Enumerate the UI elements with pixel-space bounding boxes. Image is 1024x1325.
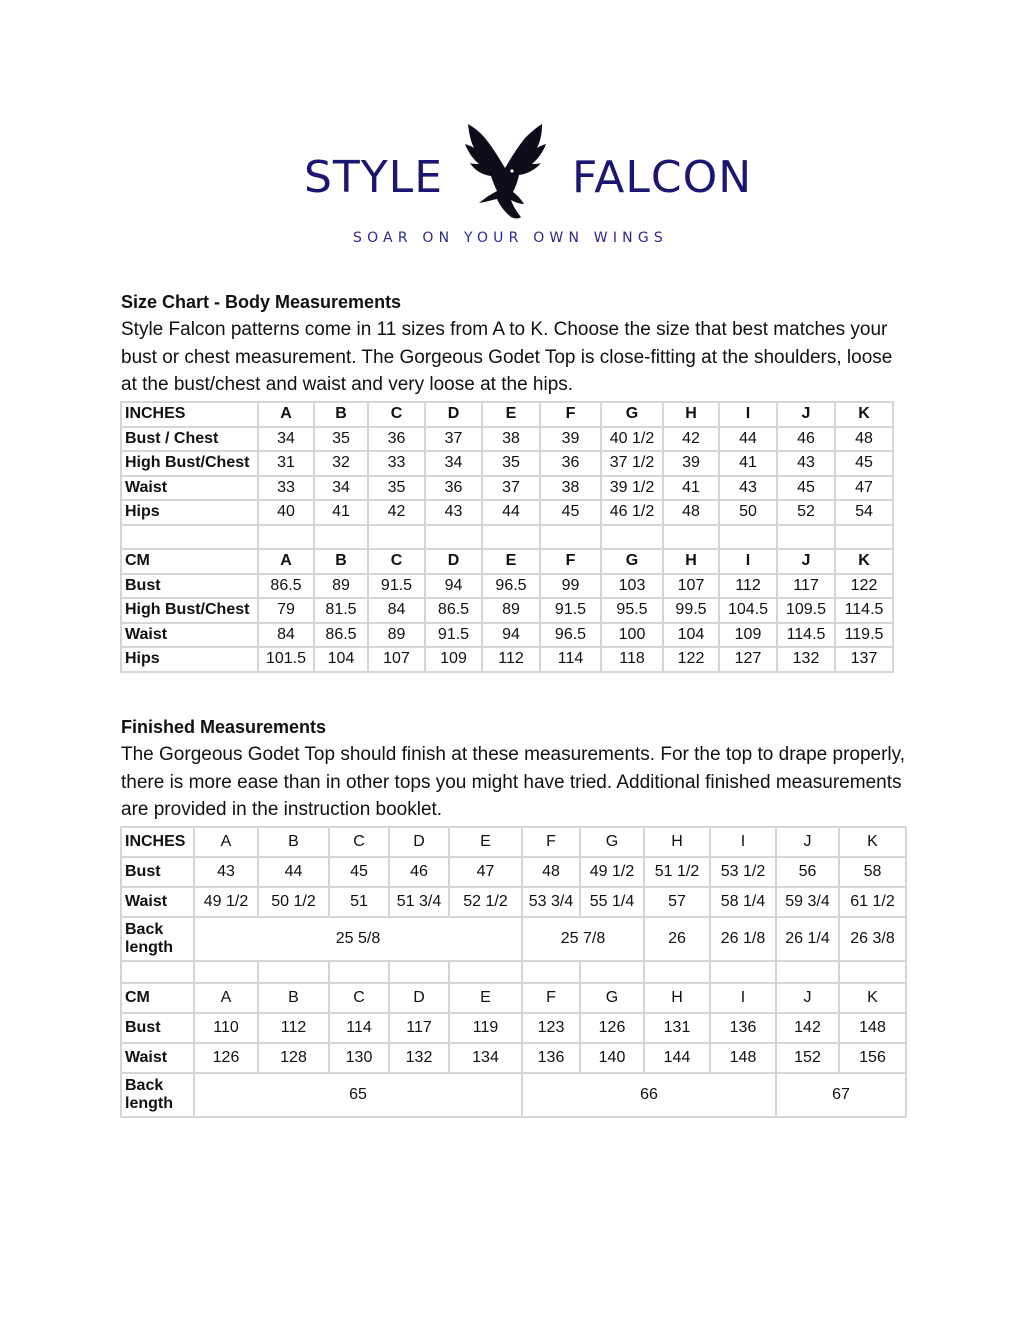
- table-cell: 43: [777, 451, 835, 476]
- table-cell: 36: [425, 476, 482, 501]
- table-cell: 40 1/2: [601, 427, 663, 452]
- empty-cell: [449, 961, 522, 983]
- table-cell: 79: [258, 598, 314, 623]
- falcon-icon: [455, 124, 555, 222]
- table-cell: 40: [258, 500, 314, 525]
- table-cell: 112: [258, 1013, 329, 1043]
- table-cell: 117: [389, 1013, 449, 1043]
- size-header: J: [777, 549, 835, 574]
- table-header-cell: CM: [121, 983, 194, 1013]
- body-measurements-title: Size Chart - Body Measurements: [121, 292, 402, 312]
- table-cell: 142: [776, 1013, 839, 1043]
- table-cell: 140: [580, 1043, 644, 1073]
- empty-cell: [710, 961, 776, 983]
- size-header: J: [776, 983, 839, 1013]
- table-cell: 156: [839, 1043, 906, 1073]
- empty-cell: [580, 961, 644, 983]
- table-cell: 34: [425, 451, 482, 476]
- size-header: C: [329, 827, 389, 857]
- empty-cell: [835, 525, 893, 550]
- table-row: [121, 917, 906, 961]
- size-header: C: [329, 983, 389, 1013]
- size-header: H: [644, 827, 710, 857]
- table-cell: 44: [719, 427, 777, 452]
- row-label: Bust / Chest: [121, 427, 258, 452]
- table-cell: 84: [368, 598, 425, 623]
- table-cell: 53 1/2: [710, 857, 776, 887]
- table-cell: 109: [719, 623, 777, 648]
- table-cell: 45: [835, 451, 893, 476]
- size-header: G: [580, 983, 644, 1013]
- table-cell: 48: [663, 500, 719, 525]
- table-cell: 127: [719, 647, 777, 672]
- table-cell: 136: [710, 1013, 776, 1043]
- table-cell: 118: [601, 647, 663, 672]
- table-cell: 41: [719, 451, 777, 476]
- table-spacer-row: [121, 961, 906, 983]
- table-cell: 58 1/4: [710, 887, 776, 917]
- table-row: [121, 887, 906, 917]
- empty-cell: [719, 525, 777, 550]
- empty-cell: [314, 525, 368, 550]
- size-header: B: [314, 549, 368, 574]
- table-cell: 48: [522, 857, 580, 887]
- table-cell: 38: [482, 427, 540, 452]
- table-cell: 47: [449, 857, 522, 887]
- row-label: Waist: [121, 476, 258, 501]
- table-row: [121, 1043, 906, 1073]
- table-header-cell: INCHES: [121, 402, 258, 427]
- table-cell: 132: [777, 647, 835, 672]
- size-header: I: [710, 983, 776, 1013]
- table-cell: 104: [663, 623, 719, 648]
- table-cell: 34: [314, 476, 368, 501]
- table-cell: 99.5: [663, 598, 719, 623]
- table-cell: 42: [663, 427, 719, 452]
- table-cell: 39: [663, 451, 719, 476]
- size-header: F: [540, 402, 601, 427]
- table-cell: 52: [777, 500, 835, 525]
- size-header: F: [522, 827, 580, 857]
- table-cell: 47: [835, 476, 893, 501]
- table-cell: 119: [449, 1013, 522, 1043]
- table-cell: 25 5/8: [194, 917, 522, 961]
- table-cell: 117: [777, 574, 835, 599]
- empty-cell: [258, 525, 314, 550]
- table-header-cell: INCHES: [121, 827, 194, 857]
- table-cell: 32: [314, 451, 368, 476]
- table-cell: 31: [258, 451, 314, 476]
- size-header: K: [835, 549, 893, 574]
- table-cell: 89: [368, 623, 425, 648]
- table-row: [121, 1073, 906, 1117]
- size-header: K: [835, 402, 893, 427]
- empty-cell: [194, 961, 258, 983]
- size-header: D: [389, 827, 449, 857]
- table-cell: 36: [368, 427, 425, 452]
- table-cell: 43: [425, 500, 482, 525]
- size-header: F: [522, 983, 580, 1013]
- table-cell: 44: [258, 857, 329, 887]
- table-cell: 34: [258, 427, 314, 452]
- empty-cell: [368, 525, 425, 550]
- empty-cell: [522, 961, 580, 983]
- size-header: I: [719, 402, 777, 427]
- empty-cell: [663, 525, 719, 550]
- table-cell: 136: [522, 1043, 580, 1073]
- row-label: Back length: [121, 1073, 194, 1117]
- table-cell: 86.5: [314, 623, 368, 648]
- table-cell: 36: [540, 451, 601, 476]
- table-cell: 100: [601, 623, 663, 648]
- table-cell: 51 3/4: [389, 887, 449, 917]
- size-header: I: [710, 827, 776, 857]
- table-cell: 51: [329, 887, 389, 917]
- table-cell: 41: [314, 500, 368, 525]
- table-cell: 42: [368, 500, 425, 525]
- table-row: [121, 598, 893, 623]
- size-header: A: [194, 827, 258, 857]
- size-header: E: [482, 402, 540, 427]
- table-cell: 99: [540, 574, 601, 599]
- table-cell: 39 1/2: [601, 476, 663, 501]
- table-cell: 132: [389, 1043, 449, 1073]
- size-header: B: [258, 827, 329, 857]
- table-cell: 53 3/4: [522, 887, 580, 917]
- table-cell: 46: [389, 857, 449, 887]
- table-cell: 67: [776, 1073, 906, 1117]
- table-cell: 46: [777, 427, 835, 452]
- table-cell: 45: [329, 857, 389, 887]
- table-cell: 119.5: [835, 623, 893, 648]
- table-spacer-row: [121, 525, 893, 550]
- size-header: B: [258, 983, 329, 1013]
- size-header: H: [663, 402, 719, 427]
- table-row: [121, 1013, 906, 1043]
- table-cell: 33: [368, 451, 425, 476]
- table-cell: 50: [719, 500, 777, 525]
- table-cell: 114: [540, 647, 601, 672]
- logo-word-style: STYLE: [304, 152, 443, 203]
- row-label: Back length: [121, 917, 194, 961]
- table-cell: 56: [776, 857, 839, 887]
- table-row: [121, 857, 906, 887]
- size-header: C: [368, 402, 425, 427]
- table-cell: 148: [839, 1013, 906, 1043]
- table-cell: 94: [482, 623, 540, 648]
- row-label: Hips: [121, 647, 258, 672]
- table-cell: 96.5: [540, 623, 601, 648]
- table-cell: 134: [449, 1043, 522, 1073]
- table-cell: 122: [835, 574, 893, 599]
- table-cell: 43: [194, 857, 258, 887]
- row-label: Hips: [121, 500, 258, 525]
- size-header: K: [839, 827, 906, 857]
- table-cell: 112: [719, 574, 777, 599]
- row-label: Bust: [121, 574, 258, 599]
- finished-measurements-title: Finished Measurements: [121, 717, 327, 737]
- empty-cell: [121, 961, 194, 983]
- size-header: A: [194, 983, 258, 1013]
- empty-cell: [776, 961, 839, 983]
- size-header: H: [663, 549, 719, 574]
- table-cell: 112: [482, 647, 540, 672]
- empty-cell: [540, 525, 601, 550]
- row-label: Waist: [121, 623, 258, 648]
- table-cell: 45: [777, 476, 835, 501]
- table-cell: 130: [329, 1043, 389, 1073]
- empty-cell: [121, 525, 258, 550]
- table-cell: 65: [194, 1073, 522, 1117]
- table-cell: 114: [329, 1013, 389, 1043]
- row-label: High Bust/Chest: [121, 598, 258, 623]
- style-falcon-logo: [300, 120, 760, 260]
- table-cell: 122: [663, 647, 719, 672]
- table-cell: 109.5: [777, 598, 835, 623]
- empty-cell: [601, 525, 663, 550]
- table-cell: 48: [835, 427, 893, 452]
- table-cell: 126: [194, 1043, 258, 1073]
- size-header: A: [258, 549, 314, 574]
- table-row: [121, 574, 893, 599]
- size-header: G: [580, 827, 644, 857]
- empty-cell: [389, 961, 449, 983]
- finished-measurements-description: The Gorgeous Godet Top should finish at these measurements. For the top to drape properly, there is more ease than in other tops you might have tried. Additional finished measurements are provided in the instruction booklet.: [121, 744, 906, 820]
- size-header: B: [314, 402, 368, 427]
- table-cell: 91.5: [540, 598, 601, 623]
- table-cell: 37: [482, 476, 540, 501]
- table-cell: 103: [601, 574, 663, 599]
- table-cell: 94: [425, 574, 482, 599]
- table-cell: 144: [644, 1043, 710, 1073]
- table-cell: 114.5: [835, 598, 893, 623]
- table-cell: 46 1/2: [601, 500, 663, 525]
- table-cell: 45: [540, 500, 601, 525]
- table-cell: 131: [644, 1013, 710, 1043]
- table-cell: 35: [482, 451, 540, 476]
- table-cell: 89: [482, 598, 540, 623]
- size-header: J: [777, 402, 835, 427]
- size-header: C: [368, 549, 425, 574]
- table-cell: 51 1/2: [644, 857, 710, 887]
- table-cell: 38: [540, 476, 601, 501]
- empty-cell: [425, 525, 482, 550]
- empty-cell: [777, 525, 835, 550]
- logo-tagline: SOAR ON YOUR OWN WINGS: [353, 230, 668, 246]
- table-row: [121, 402, 893, 427]
- table-cell: 123: [522, 1013, 580, 1043]
- table-cell: 26 3/8: [839, 917, 906, 961]
- table-header-cell: CM: [121, 549, 258, 574]
- table-cell: 50 1/2: [258, 887, 329, 917]
- empty-cell: [644, 961, 710, 983]
- size-header: K: [839, 983, 906, 1013]
- size-header: H: [644, 983, 710, 1013]
- table-cell: 137: [835, 647, 893, 672]
- row-label: Bust: [121, 857, 194, 887]
- logo-word-falcon: FALCON: [572, 152, 753, 203]
- table-cell: 96.5: [482, 574, 540, 599]
- table-row: [121, 623, 893, 648]
- table-cell: 61 1/2: [839, 887, 906, 917]
- table-cell: 114.5: [777, 623, 835, 648]
- table-cell: 52 1/2: [449, 887, 522, 917]
- size-header: G: [601, 402, 663, 427]
- table-cell: 44: [482, 500, 540, 525]
- table-cell: 86.5: [425, 598, 482, 623]
- table-cell: 58: [839, 857, 906, 887]
- size-header: I: [719, 549, 777, 574]
- table-cell: 39: [540, 427, 601, 452]
- body-measurements-table: [120, 401, 894, 673]
- size-header: E: [449, 983, 522, 1013]
- table-cell: 54: [835, 500, 893, 525]
- size-header: J: [776, 827, 839, 857]
- row-label: Bust: [121, 1013, 194, 1043]
- table-cell: 35: [368, 476, 425, 501]
- table-cell: 41: [663, 476, 719, 501]
- table-cell: 26 1/8: [710, 917, 776, 961]
- table-row: [121, 549, 893, 574]
- table-cell: 81.5: [314, 598, 368, 623]
- table-cell: 107: [368, 647, 425, 672]
- body-measurements-description: Style Falcon patterns come in 11 sizes from A to K. Choose the size that best matches your bust or chest measurement. The Gorgeous Godet Top is close-fitting at the shoulders, loose at the bust/chest and waist and very loose at the hips.: [121, 319, 893, 395]
- table-cell: 110: [194, 1013, 258, 1043]
- table-cell: 49 1/2: [194, 887, 258, 917]
- table-cell: 91.5: [425, 623, 482, 648]
- empty-cell: [839, 961, 906, 983]
- empty-cell: [258, 961, 329, 983]
- table-cell: 84: [258, 623, 314, 648]
- table-row: [121, 827, 906, 857]
- table-cell: 128: [258, 1043, 329, 1073]
- row-label: High Bust/Chest: [121, 451, 258, 476]
- size-header: A: [258, 402, 314, 427]
- row-label: Waist: [121, 1043, 194, 1073]
- size-header: F: [540, 549, 601, 574]
- table-cell: 101.5: [258, 647, 314, 672]
- table-cell: 89: [314, 574, 368, 599]
- table-cell: 126: [580, 1013, 644, 1043]
- size-header: D: [425, 402, 482, 427]
- table-row: [121, 983, 906, 1013]
- table-cell: 109: [425, 647, 482, 672]
- size-header: D: [389, 983, 449, 1013]
- table-cell: 37 1/2: [601, 451, 663, 476]
- row-label: Waist: [121, 887, 194, 917]
- table-cell: 91.5: [368, 574, 425, 599]
- table-cell: 43: [719, 476, 777, 501]
- table-cell: 107: [663, 574, 719, 599]
- empty-cell: [482, 525, 540, 550]
- table-cell: 26 1/4: [776, 917, 839, 961]
- table-row: [121, 500, 893, 525]
- table-row: [121, 476, 893, 501]
- table-row: [121, 451, 893, 476]
- size-header: G: [601, 549, 663, 574]
- size-header: D: [425, 549, 482, 574]
- table-cell: 152: [776, 1043, 839, 1073]
- table-cell: 26: [644, 917, 710, 961]
- table-cell: 57: [644, 887, 710, 917]
- table-cell: 55 1/4: [580, 887, 644, 917]
- table-cell: 49 1/2: [580, 857, 644, 887]
- table-cell: 104: [314, 647, 368, 672]
- table-cell: 35: [314, 427, 368, 452]
- table-cell: 104.5: [719, 598, 777, 623]
- table-cell: 59 3/4: [776, 887, 839, 917]
- size-header: E: [449, 827, 522, 857]
- table-cell: 33: [258, 476, 314, 501]
- empty-cell: [329, 961, 389, 983]
- table-cell: 95.5: [601, 598, 663, 623]
- table-cell: 25 7/8: [522, 917, 644, 961]
- table-cell: 86.5: [258, 574, 314, 599]
- table-cell: 37: [425, 427, 482, 452]
- size-header: E: [482, 549, 540, 574]
- table-cell: 66: [522, 1073, 776, 1117]
- table-cell: 148: [710, 1043, 776, 1073]
- finished-measurements-table: [120, 826, 907, 1118]
- table-row: [121, 427, 893, 452]
- table-row: [121, 647, 893, 672]
